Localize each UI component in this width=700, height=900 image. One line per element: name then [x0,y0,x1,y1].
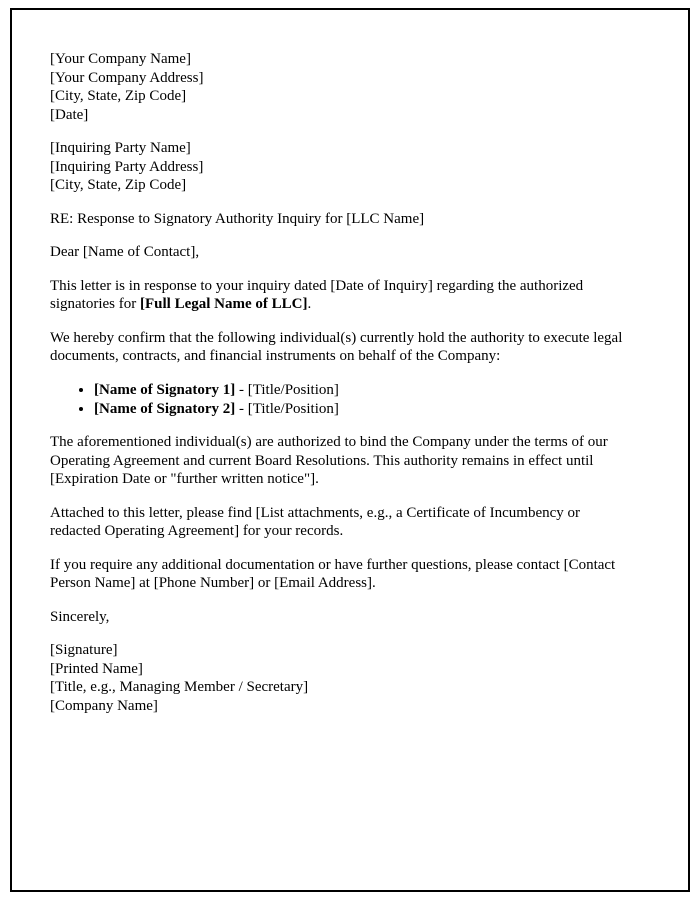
signatory-item-2 [94,400,630,419]
letter-content [12,10,688,715]
signatory-1-title: - [Title/Position] [235,381,339,398]
sender-company-address: [Your Company Address] [50,69,204,86]
intro-paragraph [50,277,630,314]
subject-line: RE: Response to Signatory Authority Inquiry for [LLC Name] [50,210,425,227]
signer-company-name: [Company Name] [50,697,158,714]
signer-title: [Title, e.g., Managing Member / Secretary] [50,679,309,695]
sender-city-state-zip: [City, State, Zip Code] [50,88,187,104]
signature-placeholder: [Signature] [50,642,118,658]
recipient-name: [Inquiring Party Name] [50,140,191,156]
letter-date: [Date] [50,106,89,123]
attachments-paragraph: Attached to this letter, please find [List attachments, e.g., a Certificate of Incumbency or redacted Operating Agreement] for your records. [50,504,581,539]
sender-block [50,50,630,124]
salutation: Dear [Name of Contact], [50,244,200,260]
confirmation-paragraph: We hereby confirm that the following individual(s) currently hold the authority to execute legal documents, contracts, and financial instruments on behalf of the Company: [50,329,623,364]
signatory-list [50,381,630,419]
signatory-2-title: - [Title/Position] [235,400,339,417]
intro-paragraph-period: . [307,296,312,312]
full-legal-name-llc: [Full Legal Name of LLC] [139,296,308,312]
contact-paragraph: If you require any additional documentation or have further questions, please contact [Contact Person Name] at [Phone Number] or [Email Address]. [50,556,616,591]
signatory-1-name: [Name of Signatory 1] [94,381,236,398]
printed-name: [Printed Name] [50,660,143,677]
signature-block [50,641,630,715]
intro-paragraph-text: This letter is in response to your inquiry dated [Date of Inquiry] regarding the authorized signatories for [50,277,584,312]
recipient-block [50,139,630,195]
authority-paragraph: The aforementioned individual(s) are authorized to bind the Company under the terms of our Operating Agreement and current Board Resolutions. This authority remains in effect until [Expiration Date or "further written notice"]. [50,434,608,487]
recipient-city-state-zip: [City, State, Zip Code] [50,177,187,193]
closing: Sincerely, [50,608,110,625]
signatory-2-name: [Name of Signatory 2] [94,400,236,417]
sender-company-name: [Your Company Name] [50,51,191,67]
letter-page [10,8,690,892]
signatory-item-1 [94,381,630,400]
recipient-address: [Inquiring Party Address] [50,158,204,175]
